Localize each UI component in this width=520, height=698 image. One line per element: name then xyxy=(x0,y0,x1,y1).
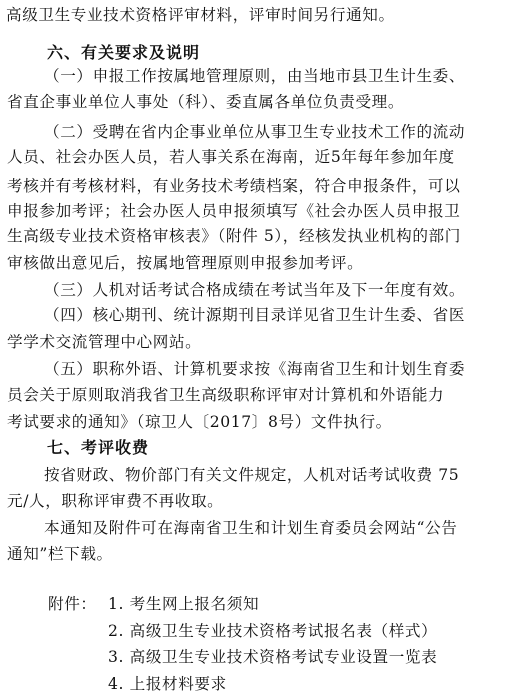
paragraph-line: 考核并有考核材料，有业务技术考绩档案，符合申报条件，可以 xyxy=(7,177,461,195)
paragraph-line: （三）人机对话考试合格成绩在考试当年及下一年度有效。 xyxy=(44,281,466,299)
paragraph-line: 人员、社会办医人员，若人事关系在海南，近5年每年参加年度 xyxy=(7,148,455,166)
paragraph-line: 审核做出意见后，按属地管理原则申报参加考评。 xyxy=(7,254,364,272)
paragraph-line: 学学术交流管理中心网站。 xyxy=(7,333,202,351)
paragraph-line: 本通知及附件可在海南省卫生和计划生育委员会网站“公告 xyxy=(44,519,458,537)
paragraph-line: 申报参加考评；社会办医人员申报须填写《社会办医人员申报卫 xyxy=(7,202,461,220)
attachment-item: 3. 高级卫生专业技术资格考试专业设置一览表 xyxy=(108,648,438,666)
section-heading-fees: 七、考评收费 xyxy=(47,438,150,457)
paragraph-line: 按省财政、物价部门有关文件规定，人机对话考试收费 75 xyxy=(44,466,460,484)
attachment-item: 1. 考生网上报名须知 xyxy=(108,595,260,613)
paragraph-line: 通知”栏下载。 xyxy=(7,545,113,563)
section-heading-requirements: 六、有关要求及说明 xyxy=(47,43,201,62)
paragraph-line: 考试要求的通知》（琼卫人〔2017〕8号）文件执行。 xyxy=(7,413,392,431)
paragraph-line: 员会关于原则取消我省卫生高级职称评审对计算机和外语能力 xyxy=(7,386,445,404)
paragraph-line: 元/人，职称评审费不再收取。 xyxy=(7,492,224,510)
paragraph-line: 省直企事业单位人事处（科）、委直属各单位负责受理。 xyxy=(7,93,405,111)
paragraph-line: （五）职称外语、计算机要求按《海南省卫生和计划生育委 xyxy=(44,360,466,378)
attachment-item: 4. 上报材料要求 xyxy=(108,675,227,693)
text-line: 高级卫生专业技术资格评审材料，评审时间另行通知。 xyxy=(6,6,395,24)
paragraph-line: （四）核心期刊、统计源期刊目录详见省卫生计生委、省医 xyxy=(44,306,466,324)
attachments-label: 附件： xyxy=(48,595,97,613)
paragraph-line: （二）受聘在省内企事业单位从事卫生专业技术工作的流动 xyxy=(44,123,466,141)
paragraph-line: （一）申报工作按属地管理原则，由当地市县卫生计生委、 xyxy=(44,67,466,85)
paragraph-line: 生高级专业技术资格审核表》（附件 5），经核发执业机构的部门 xyxy=(7,227,461,245)
attachment-item: 2. 高级卫生专业技术资格考试报名表（样式） xyxy=(108,622,438,640)
